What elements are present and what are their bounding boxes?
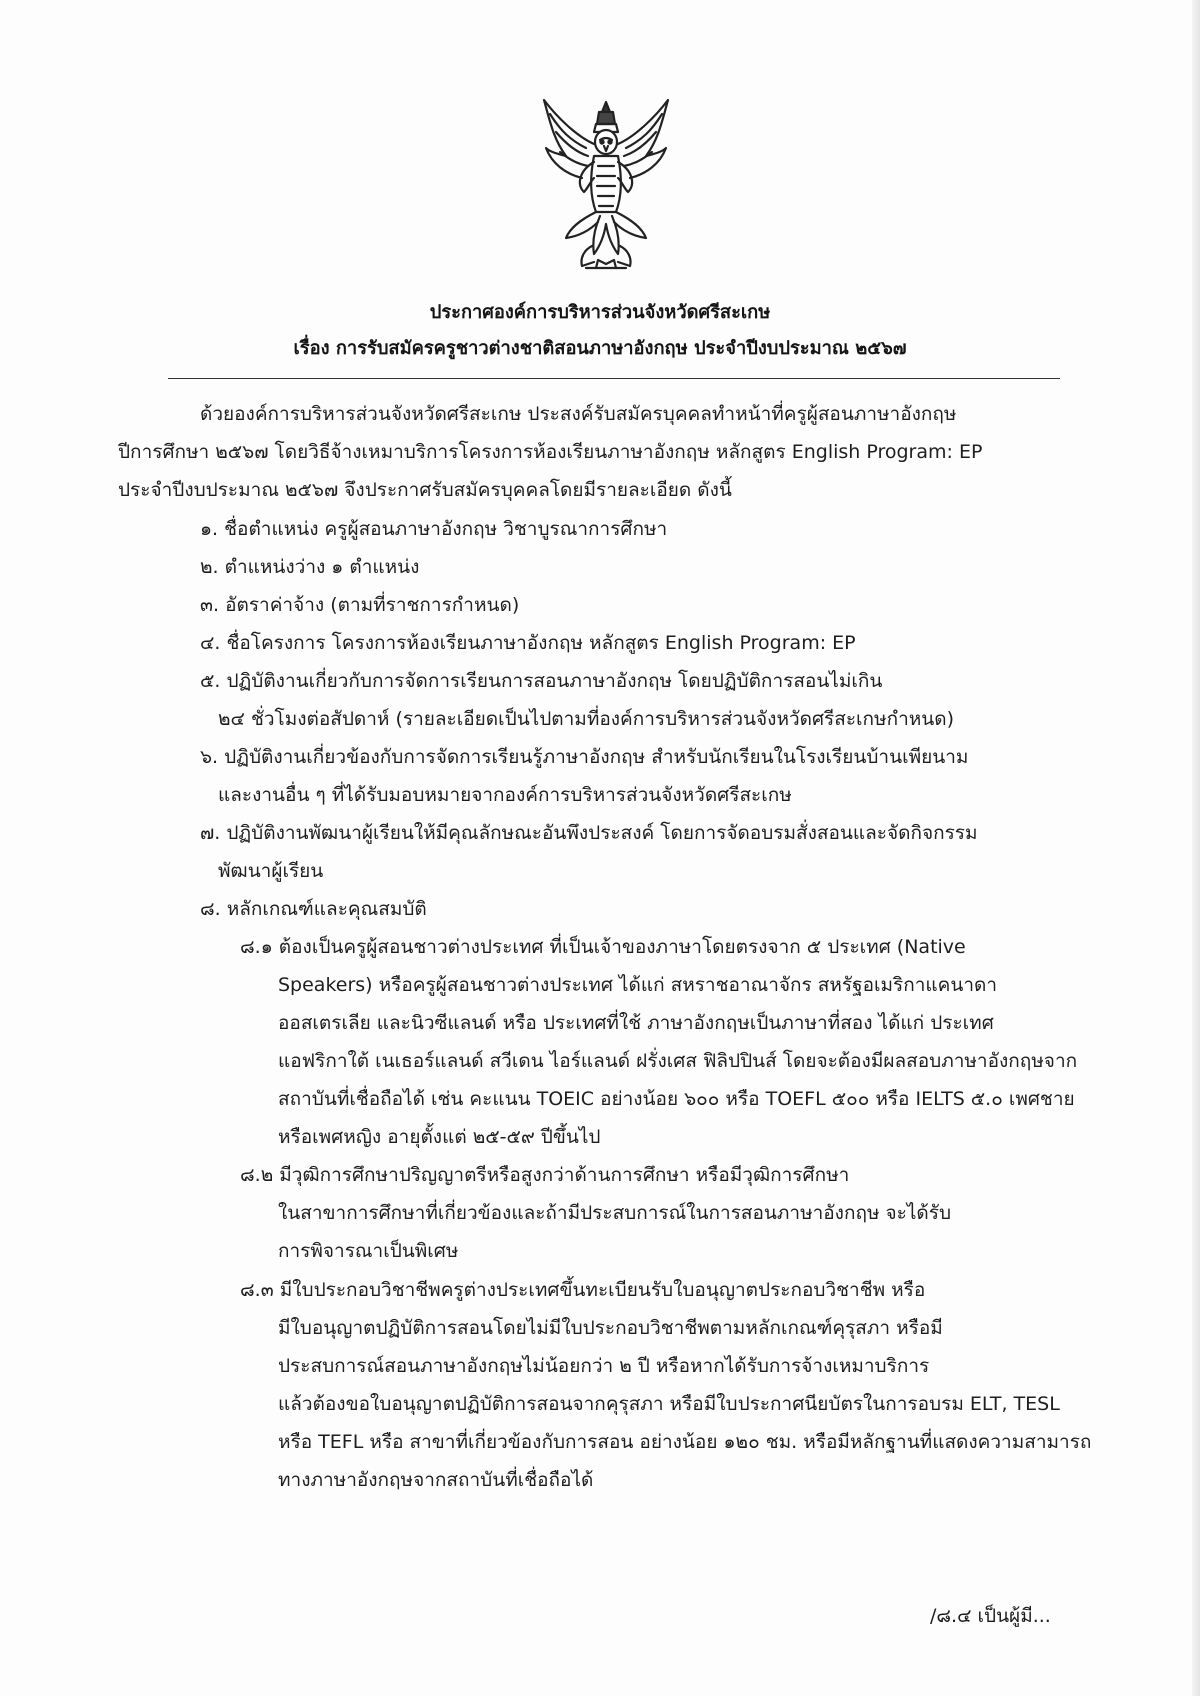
intro-line: ประจำปีงบประมาณ ๒๕๖๗ จึงประกาศรับสมัครบุคคลโดยมีรายละเอียด ดังนี้ bbox=[118, 479, 732, 501]
sub-list-item-continuation: แอฟริกาใต้ เนเธอร์แลนด์ สวีเดน ไอร์แลนด์ ฝรั่งเศส ฟิลิปปินส์ โดยจะต้องมีผลสอบภาษาอังกฤษจาก bbox=[278, 1050, 1078, 1072]
sub-list-item-continuation: ทางภาษาอังกฤษจากสถาบันที่เชื่อถือได้ bbox=[278, 1469, 594, 1491]
sub-list-item: ๘.๒ มีวุฒิการศึกษาปริญญาตรีหรือสูงกว่าด้านการศึกษา หรือมีวุฒิการศึกษา bbox=[240, 1164, 850, 1186]
sub-list-item-continuation: แล้วต้องขอใบอนุญาตปฏิบัติการสอนจากคุรุสภา หรือมีใบประกาศนียบัตรในการอบรม ELT, TESL bbox=[278, 1393, 1060, 1415]
list-item: ๒. ตำแหน่งว่าง ๑ ตำแหน่ง bbox=[200, 556, 420, 578]
list-item-continuation: และงานอื่น ๆ ที่ได้รับมอบหมายจากองค์การบริหารส่วนจังหวัดศรีสะเกษ bbox=[218, 784, 792, 806]
sub-list-item-continuation: การพิจารณาเป็นพิเศษ bbox=[278, 1240, 459, 1262]
list-item: ๑. ชื่อตำแหน่ง ครูผู้สอนภาษาอังกฤษ วิชาบูรณาการศึกษา bbox=[200, 518, 668, 540]
continued-next-page: /๘.๔ เป็นผู้มี... bbox=[930, 1605, 1051, 1627]
sub-list-item-continuation: ออสเตรเลีย และนิวซีแลนด์ หรือ ประเทศที่ใช้ ภาษาอังกฤษเป็นภาษาที่สอง ได้แก่ ประเทศ bbox=[278, 1012, 994, 1034]
list-item: ๖. ปฏิบัติงานเกี่ยวข้องกับการจัดการเรียนรู้ภาษาอังกฤษ สำหรับนักเรียนในโรงเรียนบ้านเพียนาม bbox=[200, 746, 969, 768]
list-item: ๔. ชื่อโครงการ โครงการห้องเรียนภาษาอังกฤษ หลักสูตร English Program: EP bbox=[200, 632, 856, 654]
sub-list-item-continuation: หรือ TEFL หรือ สาขาที่เกี่ยวข้องกับการสอน อย่างน้อย ๑๒๐ ชม. หรือมีหลักฐานที่แสดงความสามารถ bbox=[278, 1431, 1092, 1453]
intro-line: ด้วยองค์การบริหารส่วนจังหวัดศรีสะเกษ ประสงค์รับสมัครบุคคลทำหน้าที่ครูผู้สอนภาษาอังกฤษ bbox=[200, 403, 957, 425]
list-item: ๕. ปฏิบัติงานเกี่ยวกับการจัดการเรียนการสอนภาษาอังกฤษ โดยปฏิบัติการสอนไม่เกิน bbox=[200, 670, 883, 692]
announcement-subject: เรื่อง การรับสมัครครูชาวต่างชาติสอนภาษาอังกฤษ ประจำปีงบประมาณ ๒๕๖๗ bbox=[293, 338, 907, 359]
list-item: ๘. หลักเกณฑ์และคุณสมบัติ bbox=[200, 898, 427, 920]
header-divider bbox=[168, 378, 1060, 379]
announcement-title: ประกาศองค์การบริหารส่วนจังหวัดศรีสะเกษ bbox=[429, 302, 771, 323]
sub-list-item-continuation: Speakers) หรือครูผู้สอนชาวต่างประเทศ ได้แก่ สหราชอาณาจักร สหรัฐอเมริกาแคนาดา bbox=[278, 974, 997, 996]
intro-line: ปีการศึกษา ๒๕๖๗ โดยวิธีจ้างเหมาบริการโครงการห้องเรียนภาษาอังกฤษ หลักสูตร English Program: EP bbox=[118, 441, 983, 463]
sub-list-item-continuation: หรือเพศหญิง อายุตั้งแต่ ๒๕-๕๙ ปีขึ้นไป bbox=[278, 1126, 601, 1148]
list-item-continuation: ๒๔ ชั่วโมงต่อสัปดาห์ (รายละเอียดเป็นไปตามที่องค์การบริหารส่วนจังหวัดศรีสะเกษกำหนด) bbox=[218, 708, 955, 730]
list-item-continuation: พัฒนาผู้เรียน bbox=[218, 860, 324, 882]
page-edge-shadow bbox=[1192, 0, 1200, 1696]
sub-list-item: ๘.๑ ต้องเป็นครูผู้สอนชาวต่างประเทศ ที่เป็นเจ้าของภาษาโดยตรงจาก ๕ ประเทศ (Native bbox=[240, 936, 966, 958]
list-item: ๗. ปฏิบัติงานพัฒนาผู้เรียนให้มีคุณลักษณะอันพึงประสงค์ โดยการจัดอบรมสั่งสอนและจัดกิจกรรม bbox=[200, 822, 978, 844]
list-item: ๓. อัตราค่าจ้าง (ตามที่ราชการกำหนด) bbox=[200, 594, 520, 616]
sub-list-item-continuation: มีใบอนุญาตปฏิบัติการสอนโดยไม่มีใบประกอบวิชาชีพตามหลักเกณฑ์คุรุสภา หรือมี bbox=[278, 1317, 943, 1339]
garuda-emblem-icon bbox=[536, 96, 676, 274]
sub-list-item-continuation: ในสาขาการศึกษาที่เกี่ยวข้องและถ้ามีประสบการณ์ในการสอนภาษาอังกฤษ จะได้รับ bbox=[278, 1202, 952, 1224]
sub-list-item-continuation: ประสบการณ์สอนภาษาอังกฤษไม่น้อยกว่า ๒ ปี หรือหากได้รับการจ้างเหมาบริการ bbox=[278, 1355, 930, 1377]
sub-list-item-continuation: สถาบันที่เชื่อถือได้ เช่น คะแนน TOEIC อย่างน้อย ๖๐๐ หรือ TOEFL ๕๐๐ หรือ IELTS ๕.๐ เพศชาย bbox=[278, 1088, 1075, 1110]
announcement-header bbox=[0, 296, 1200, 366]
sub-list-item: ๘.๓ มีใบประกอบวิชาชีพครูต่างประเทศขึ้นทะเบียนรับใบอนุญาตประกอบวิชาชีพ หรือ bbox=[240, 1279, 926, 1301]
